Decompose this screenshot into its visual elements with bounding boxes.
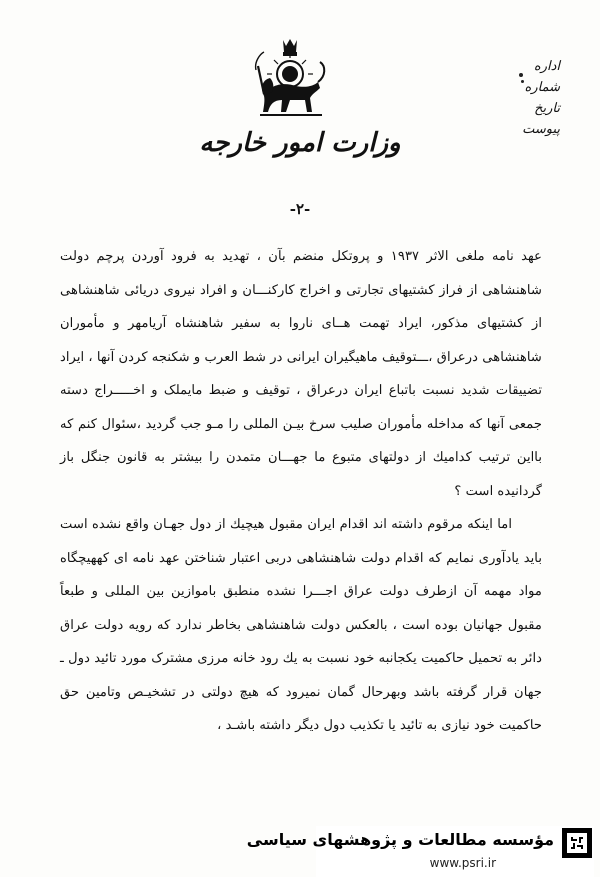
paragraph-2: اما اینکه مرقوم داشته اند اقدام ایران مقبول هیچیك از دول جهـان واقع نشده است باید یادآوری نمایم که اقدام دولت شاهنشاهی دربی اعتبار شناختن عهد نامه ای کههیچگاه مواد مهمه آن ازطرف دولت عراق اجـــرا نشده منطبق باموازین بین المللی و طبعاً مقبول جهانیان بوده است ، بالعکس دولت شاهنشاهی بخاطر ندارد که رویه دولت عراق دائر به تحمیل حاکمیت یکجانبه خود نسبت به یك رود خانه مرزی مشترک مورد تائید دول ـ جهان قرار گرفته باشد وبهرحال گمان نمیرود که هیچ دولتی در تشخیـص وتامین حق حاکمیت خود نیازی به تائید یا تکذیب دول دیگر داشته باشـد ، (60, 517, 542, 733)
meta-label-date: تاریخ (534, 101, 560, 116)
institute-footer (246, 826, 594, 877)
institute-logo-icon (562, 828, 592, 858)
ministry-title: وزارت امور خارجه (199, 128, 401, 158)
meta-label-office: اداره (533, 59, 560, 74)
lion-and-sun-emblem-icon (250, 36, 330, 120)
letter-body (60, 240, 542, 743)
meta-label-number: شماره (524, 80, 560, 95)
document-meta-labels (500, 56, 560, 140)
institute-name: مؤسسه مطالعات و پژوهشهای سیاسی (246, 830, 554, 849)
scan-speck (519, 73, 523, 77)
paragraph-1: عهد نامه ملغی الاثر ۱۹۳۷ و پروتکل منضم بآن ، تهدید به فرود آوردن پرچم دولت شاهنشاهی از فراز کشتیهای تجارتی و اخراج کارکنـــان و افراد نیروی دریائی شاهنشاهی از کشتیهای مذکور، ایراد تهمت هــای ناروا به سفیر شاهنشاه آریامهر و مأموران شاهنشاهی درعراق ،ـــتوقیف ماهیگیران ایرانی در شط العرب و شکنجه کردن آنها ، ایراد تضییقات شدید نسبت باتباع ایران درعراق ، توقیف و ضبط مایملک و اخـــــراج دسته جمعی آنها که مداخله مأموران صلیب سرخ بیـن المللی را مـو جب گردید ،سئوال کنم که بااین ترتیب کدامیك از دولتهای متبوع ما جهـــان متمدن را بیشتر به قانون جنگل باز گردانیده است ؟ (60, 249, 542, 499)
scan-speck (521, 80, 524, 83)
meta-label-attachment: پیوست (522, 122, 560, 137)
institute-website: www.psri.ir (429, 856, 496, 870)
page-number: -۲- (289, 200, 311, 218)
